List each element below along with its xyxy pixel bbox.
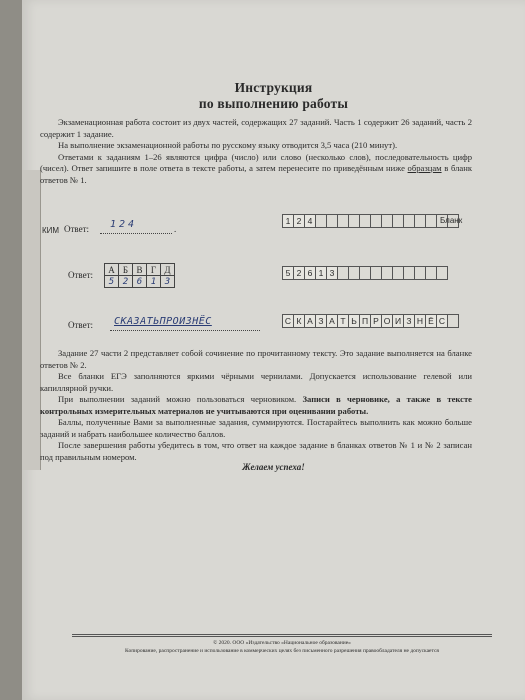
paragraph-part: При выполнении заданий можно пользоваться черновиком. [58, 394, 303, 404]
answer-cell: И [392, 314, 404, 328]
table-answer-cell: 5 [105, 276, 119, 288]
answer-cell [436, 266, 448, 280]
answer-line-1 [100, 233, 172, 234]
table-row-answers [105, 276, 175, 288]
answer-cell: 2 [293, 266, 305, 280]
table-row-headers [105, 264, 175, 276]
answer-cell: Ё [425, 314, 437, 328]
answer-cell: С [282, 314, 294, 328]
dot: . [174, 224, 177, 234]
footer-divider [72, 634, 492, 635]
rules-text [40, 348, 472, 463]
answer-cell: 2 [293, 214, 305, 228]
footer-copyright: © 2020. ООО «Издательство «Национальное образование» [213, 640, 351, 646]
paragraph: После завершения работы убедитесь в том, что ответ на каждое задание в бланках ответов № 1 и № 2 записан под правильным номером. [40, 440, 472, 462]
handwritten-answer-1: 124 [110, 219, 138, 230]
answer-cell: А [326, 314, 338, 328]
blank-label: Бланк [440, 216, 463, 225]
answer-cell: 1 [282, 214, 294, 228]
paragraph: Экзаменационная работа состоит из двух частей, содержащих 27 заданий. Часть 1 содержит 26 заданий, часть 2 содержит 1 задание. [40, 117, 472, 139]
answer-cell: 4 [304, 214, 316, 228]
answer-cell: 6 [304, 266, 316, 280]
answer-cell: 5 [282, 266, 294, 280]
table-header-cell: Г [147, 264, 161, 276]
table-answer-cell: 6 [133, 276, 147, 288]
paragraph-part: Ответами к заданиям 1–26 являются цифра (число) или слово (несколько слов), последовательность цифр (чисел). Ответ запишите в поле ответа в тексте работы, а затем перенесите по приведённым ниже [40, 151, 472, 173]
paragraph: Задание 27 части 2 представляет собой сочинение по прочитанному тексту. Это задание выполняется на бланке ответов № 2. [40, 348, 472, 370]
answer-cell: З [315, 314, 327, 328]
table-header-cell: Д [161, 264, 175, 276]
paragraph-part: в бланк ответов № 1. [40, 163, 472, 185]
table-answer-cell: 2 [119, 276, 133, 288]
kim-label: КИМ [42, 226, 60, 235]
paragraph [40, 394, 472, 417]
title-line-1: Инструкция [234, 80, 313, 95]
intro-text [40, 117, 472, 186]
answer-cell: З [403, 314, 415, 328]
paragraph: Баллы, полученные Вами за выполненные задания, суммируются. Постарайтесь выполнить как можно больше заданий и набрать наибольшее количество баллов. [40, 417, 472, 439]
paragraph: На выполнение экзаменационной работы по русскому языку отводится 3,5 часа (210 минут). [58, 140, 398, 150]
answer-table-2 [104, 263, 175, 288]
answer-cell: А [304, 314, 316, 328]
answer-cells-2 [282, 266, 447, 280]
answer-cell: Т [337, 314, 349, 328]
answer-cell: 3 [326, 266, 338, 280]
paragraph [40, 152, 472, 187]
title-line-2: по выполнению работы [198, 96, 349, 111]
answer-label-1: Ответ: [64, 224, 90, 234]
answer-cell: Н [414, 314, 426, 328]
wish-text: Желаем успеха! [242, 462, 305, 472]
table-answer-cell: 1 [147, 276, 161, 288]
paragraph-link: образцам [407, 163, 442, 173]
page-edge-tab [22, 170, 41, 470]
paragraph: Все бланки ЕГЭ заполняются яркими чёрными чернилами. Допускается использование гелевой или капиллярной ручки. [40, 371, 472, 393]
answer-cell: К [293, 314, 305, 328]
answer-cell: О [381, 314, 393, 328]
footer-divider [72, 636, 492, 637]
answer-cells-1 [282, 214, 458, 228]
table-header-cell: А [105, 264, 119, 276]
answer-cell: П [359, 314, 371, 328]
answer-label-3: Ответ: [68, 320, 94, 330]
table-header-cell: Б [119, 264, 133, 276]
footer-notice: Копирование, распространение и использование в коммерческих целях без письменного разрешения правообладателя не допускается [125, 648, 439, 654]
page [22, 0, 525, 700]
answer-cell: 1 [315, 266, 327, 280]
answer-label-2: Ответ: [68, 270, 94, 280]
answer-cell: Ь [348, 314, 360, 328]
answer-cells-3 [282, 314, 458, 328]
answer-line-3 [110, 330, 260, 331]
handwritten-answer-3: СКАЗАТЬПРОИЗНЁС [114, 316, 212, 327]
paragraph-bold: Записи в черновике, а также в тексте контрольных измерительных материалов не учитываются при оценивании работы. [40, 394, 472, 416]
table-header-cell: В [133, 264, 147, 276]
answer-cell [447, 314, 459, 328]
table-answer-cell: 3 [161, 276, 175, 288]
answer-cell: С [436, 314, 448, 328]
answer-cell: Р [370, 314, 382, 328]
